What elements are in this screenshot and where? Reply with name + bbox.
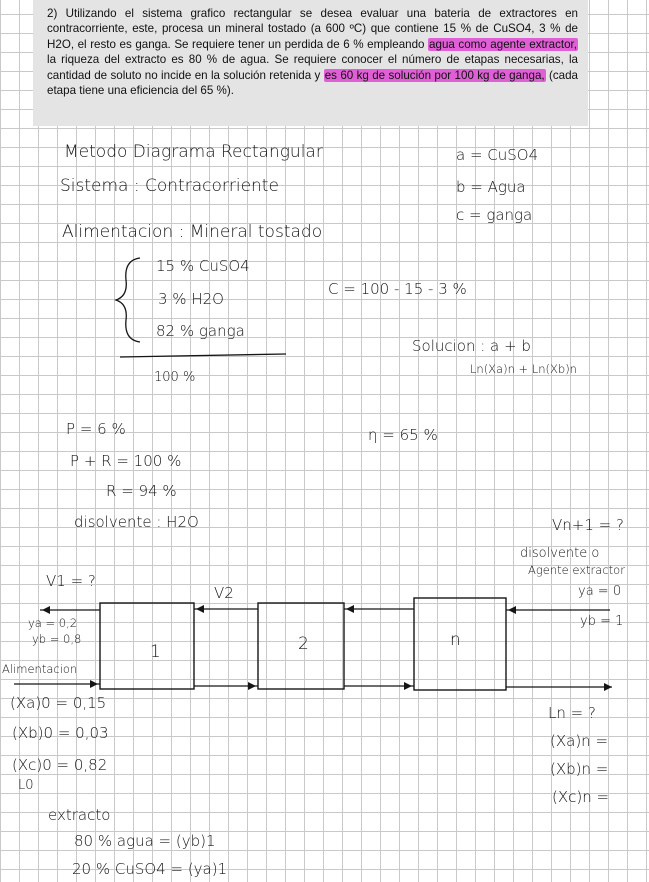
def-c: c = ganga: [456, 206, 533, 224]
label-ya-in: ya = 0: [578, 584, 622, 599]
stage-1-box: [100, 603, 194, 689]
note-comp-ganga: 82 % ganga: [156, 322, 245, 340]
highlight-agente-extractor: agua como agente extractor,: [429, 37, 577, 51]
flow-v1-arrow: [42, 606, 50, 614]
note-eta: η = 65 %: [368, 426, 438, 444]
problem-text-1: 2) Utilizando el sistema grafico rectangular se desea evaluar una bateria de extractores en contracorriente, este, procesa un mineral tostado (a 600 ºC) que contiene 15 % de CuSO4, 3 % de H2O, el resto es ganga. Se requiere tener un perdida de 6 % empleando: [47, 7, 578, 51]
total-underline: [120, 354, 286, 357]
label-xc0: (Xc)0 = 0,82: [12, 756, 108, 774]
note-sistema: Sistema : Contracorriente: [60, 176, 279, 196]
note-ln-eq: Ln(Xa)n + Ln(Xb)n: [470, 362, 577, 376]
note-alimentacion: Alimentacion : Mineral tostado: [62, 222, 323, 242]
def-a: a = CuSO4: [456, 146, 539, 164]
note-solucion: Solucion : a + b: [412, 337, 531, 355]
note-r: R = 94 %: [106, 482, 177, 500]
label-v1: V1 = ?: [46, 572, 96, 590]
label-xbn: (Xb)n =: [550, 760, 609, 778]
label-v2: V2: [214, 584, 234, 602]
label-xa0: (Xa)0 = 0,15: [10, 694, 107, 712]
note-disolvente: disolvente : H2O: [74, 513, 199, 531]
flow-ln-arrow: [604, 683, 612, 691]
stage-n-label: n: [450, 630, 461, 650]
flow-l2-arrow: [404, 682, 412, 690]
label-yb-out: yb = 0,8: [32, 632, 82, 646]
label-yb-in: yb = 1: [580, 614, 624, 629]
flow-v2-arrow: [196, 605, 204, 613]
flow-vn1-arrow: [508, 606, 516, 614]
label-disolvente-o: disolvente o: [520, 546, 600, 561]
label-extracto-agua: 80 % agua = (yb)1: [74, 832, 216, 850]
label-extracto-cuso4: 20 % CuSO4 = (ya)1: [72, 860, 228, 878]
problem-text-3: (cada etapa tiene una eficiencia del 65 %).: [47, 68, 578, 98]
composition-brace: [116, 258, 140, 342]
label-extracto: extracto: [48, 806, 111, 824]
label-xcn: (Xc)n =: [552, 788, 610, 806]
note-total: 100 %: [154, 370, 196, 385]
label-ya-out: ya = 0,2: [28, 616, 78, 630]
flow-l1-arrow: [248, 682, 256, 690]
label-alimentacion: Alimentacion: [2, 662, 78, 676]
stage-1-label: 1: [150, 642, 161, 662]
def-b: b = Agua: [456, 178, 526, 196]
label-l0: L0: [18, 778, 34, 793]
problem-text-2: la riqueza del extracto es 80 % de agua. Se requiere conocer el número de etapas necesarias, la cantidad de soluto no incide en la solución retenida y: [47, 53, 578, 82]
label-ln: Ln = ?: [548, 704, 596, 722]
note-comp-cuso4: 15 % CuSO4: [156, 257, 250, 275]
note-metodo: Metodo Diagrama Rectangular: [64, 142, 323, 162]
note-p: P = 6 %: [66, 420, 126, 438]
highlight-solucion-retenida: es 60 kg de solución por 100 kg de ganga,: [324, 68, 545, 82]
problem-statement: [33, 0, 588, 126]
label-agente-extractor: Agente extractor: [528, 563, 625, 577]
flow-v3-arrow: [346, 605, 354, 613]
label-xb0: (Xb)0 = 0,03: [12, 724, 109, 742]
note-c-calc: C = 100 - 15 - 3 %: [328, 280, 467, 298]
note-comp-h2o: 3 % H2O: [158, 290, 224, 308]
note-pr: P + R = 100 %: [70, 452, 182, 470]
label-vn1: Vn+1 = ?: [552, 516, 624, 534]
problem-text: [47, 6, 578, 98]
label-xan: (Xa)n =: [550, 732, 609, 750]
flow-feed-arrow: [90, 680, 98, 688]
stage-2-label: 2: [298, 634, 309, 654]
